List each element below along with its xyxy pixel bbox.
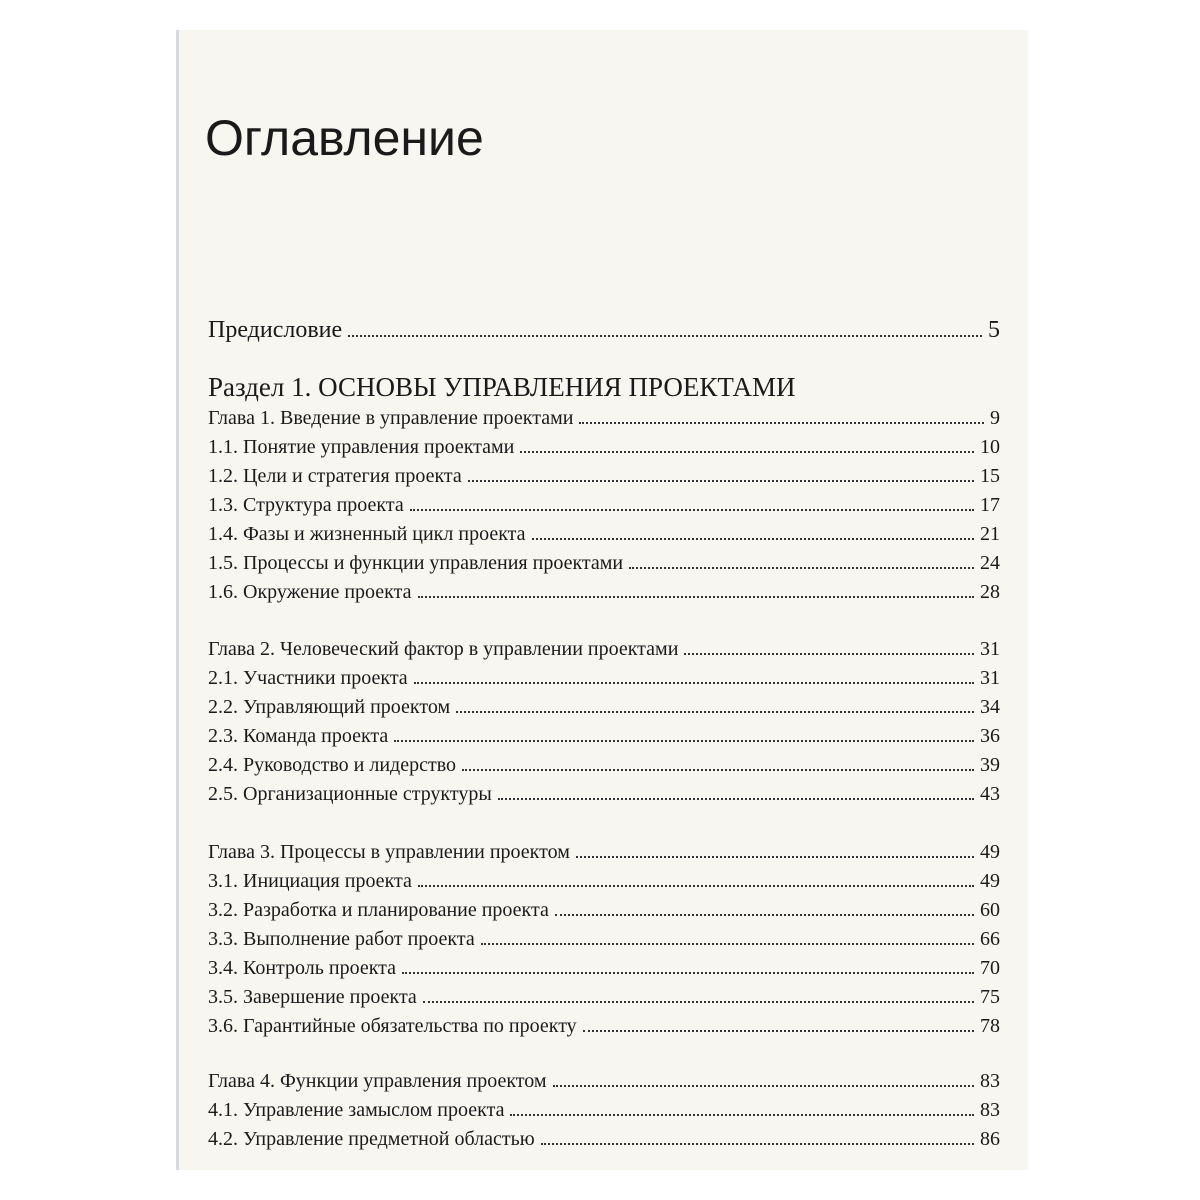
toc-page-number: 31 [980, 638, 1000, 660]
toc-leader-dots [348, 335, 982, 337]
toc-page-number: 49 [980, 841, 1000, 863]
toc-subsection [208, 434, 1000, 460]
toc-page-number: 31 [980, 667, 1000, 689]
toc-label: Глава 3. Процессы в управлении проектом [208, 841, 570, 863]
toc-page-number: 83 [980, 1070, 1000, 1092]
toc-subsection [208, 1126, 1000, 1152]
toc-leader-dots [418, 885, 974, 887]
toc-leader-dots [402, 972, 974, 974]
toc-page-number: 39 [980, 754, 1000, 776]
toc-label: 4.2. Управление предметной областью [208, 1128, 535, 1150]
toc-leader-dots [553, 1085, 974, 1087]
toc-leader-dots [520, 451, 974, 453]
toc-label: 3.3. Выполнение работ проекта [208, 928, 475, 950]
toc-leader-dots [394, 740, 974, 742]
toc-label: 1.1. Понятие управления проектами [208, 436, 515, 458]
toc-leader-dots [576, 856, 974, 858]
toc-subsection [208, 897, 1000, 923]
toc-label: Глава 2. Человеческий фактор в управлении проектами [208, 638, 679, 660]
toc-leader-dots [410, 509, 974, 511]
toc-leader-dots [498, 798, 974, 800]
toc-subsection [208, 1097, 1000, 1123]
toc-label: 2.3. Команда проекта [208, 725, 389, 747]
toc-preface [208, 314, 1000, 346]
toc-chapter [208, 1068, 1000, 1094]
toc-subsection [208, 665, 1000, 691]
toc-leader-dots [456, 711, 974, 713]
toc-leader-dots [481, 943, 974, 945]
toc-leader-dots [579, 422, 984, 424]
toc-page-number: 10 [980, 436, 1000, 458]
toc-page-number: 15 [980, 465, 1000, 487]
toc-page-number: 17 [980, 494, 1000, 516]
toc-subsection [208, 984, 1000, 1010]
toc-label: 1.6. Окружение проекта [208, 581, 412, 603]
toc-label: Глава 4. Функции управления проектом [208, 1070, 547, 1092]
toc-leader-dots [510, 1114, 974, 1116]
toc-leader-dots [468, 480, 974, 482]
toc-page-number: 28 [980, 581, 1000, 603]
toc-leader-dots [532, 538, 974, 540]
toc-leader-dots [423, 1001, 974, 1003]
toc-label: 3.6. Гарантийные обязательства по проекту [208, 1015, 577, 1037]
toc-leader-dots [418, 596, 975, 598]
toc-subsection [208, 492, 1000, 518]
toc-page-number: 21 [980, 523, 1000, 545]
toc-page-number: 49 [980, 870, 1000, 892]
toc-page-number: 75 [980, 986, 1000, 1008]
toc-label: 2.4. Руководство и лидерство [208, 754, 457, 776]
toc-leader-dots [541, 1143, 974, 1145]
toc-subsection [208, 781, 1000, 807]
toc-leader-dots [684, 653, 974, 655]
toc-subsection [208, 550, 1000, 576]
toc-page-number: 78 [980, 1015, 1000, 1037]
toc-label: 1.5. Процессы и функции управления проектами [208, 552, 624, 574]
toc-leader-dots [583, 1030, 974, 1032]
toc-page-number: 34 [980, 696, 1000, 718]
toc-subsection [208, 723, 1000, 749]
toc-chapter [208, 839, 1000, 865]
toc-subsection [208, 463, 1000, 489]
toc-leader-dots [462, 769, 974, 771]
toc-page-number: 9 [990, 407, 1000, 429]
toc-label: 1.2. Цели и стратегия проекта [208, 465, 462, 487]
toc-label: 3.1. Инициация проекта [208, 870, 412, 892]
toc-page-number: 86 [980, 1128, 1000, 1150]
toc-page-number: 5 [988, 317, 1000, 343]
toc-page-number: 24 [980, 552, 1000, 574]
toc-subsection [208, 521, 1000, 547]
toc-leader-dots [414, 682, 974, 684]
toc-subsection [208, 694, 1000, 720]
toc-chapter [208, 636, 1000, 662]
toc-label: 3.4. Контроль проекта [208, 957, 397, 979]
toc-subsection [208, 955, 1000, 981]
toc-label: 4.1. Управление замыслом проекта [208, 1099, 505, 1121]
toc-label: 1.3. Структура проекта [208, 494, 404, 516]
toc-label: 1.4. Фазы и жизненный цикл проекта [208, 523, 526, 545]
toc-label: 2.5. Организационные структуры [208, 783, 492, 805]
toc-page-number: 36 [980, 725, 1000, 747]
toc-label: 2.2. Управляющий проектом [208, 696, 451, 718]
toc-subsection [208, 926, 1000, 952]
toc-page-number: 66 [980, 928, 1000, 950]
toc-subsection [208, 868, 1000, 894]
toc-subsection [208, 579, 1000, 605]
toc-page-number: 70 [980, 957, 1000, 979]
toc-label: 2.1. Участники проекта [208, 667, 408, 689]
toc-label: Глава 1. Введение в управление проектами [208, 407, 574, 429]
toc-subsection [208, 752, 1000, 778]
toc-leader-dots [629, 567, 974, 569]
toc-chapter [208, 405, 1000, 431]
page-title: Оглавление [205, 110, 484, 166]
toc-leader-dots [555, 914, 974, 916]
toc-label: 3.5. Завершение проекта [208, 986, 417, 1008]
toc-label: Предисловие [208, 317, 343, 343]
toc-page-number: 83 [980, 1099, 1000, 1121]
toc-label: 3.2. Разработка и планирование проекта [208, 899, 549, 921]
toc-page-number: 60 [980, 899, 1000, 921]
section-title: Раздел 1. ОСНОВЫ УПРАВЛЕНИЯ ПРОЕКТАМИ [208, 372, 796, 402]
toc-subsection [208, 1013, 1000, 1039]
toc-page-number: 43 [980, 783, 1000, 805]
